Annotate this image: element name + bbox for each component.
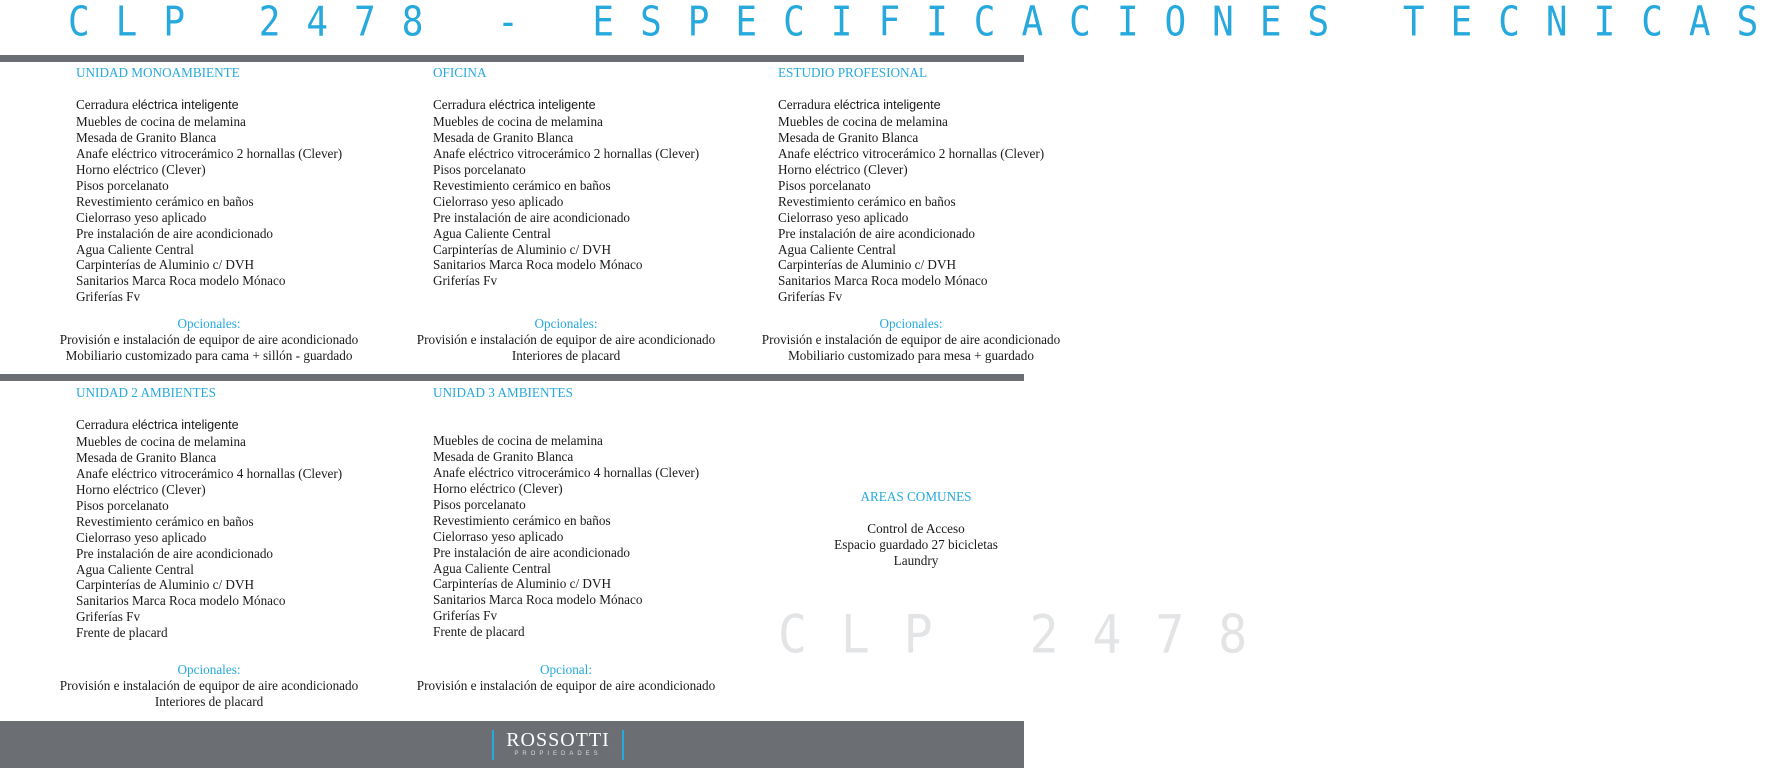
optional-3-ambientes — [415, 662, 717, 694]
item-text: léctrica inteligente — [137, 97, 239, 112]
rossotti-logo — [492, 730, 624, 760]
list-item: Muebles de cocina de melamina — [778, 113, 948, 129]
item-text: Cerradura e — [76, 416, 138, 432]
optional-oficina — [415, 316, 717, 364]
list-item: Griferías Fv — [433, 608, 498, 624]
list-item: Carpinterías de Aluminio c/ DVH — [433, 576, 611, 592]
list-item: Griferías Fv — [76, 289, 141, 305]
list-item: Horno eléctrico (Clever) — [778, 161, 908, 177]
list-item — [76, 97, 342, 114]
list-item: Griferías Fv — [76, 609, 141, 625]
list-item: Laundry — [893, 552, 939, 568]
list-item-blank — [433, 417, 699, 433]
list-item: Anafe eléctrico vitrocerámico 4 hornallas (Clever) — [76, 465, 343, 481]
optional-title: Opcional: — [539, 662, 592, 677]
list-item: Cielorraso yeso aplicado — [76, 209, 207, 225]
item-text: léctrica inteligente — [137, 417, 239, 432]
optional-item: Mobiliario customizado para mesa + guardado — [788, 347, 1034, 363]
optional-estudio-clip — [760, 316, 1061, 363]
list-item: Cielorraso yeso aplicado — [76, 529, 207, 545]
list-item: Anafe eléctrico vitrocerámico 2 hornallas (Clever) — [76, 145, 343, 161]
unit-heading: UNIDAD 2 AMBIENTES — [76, 385, 216, 400]
optional-title: Opcionales: — [177, 316, 241, 331]
list-item: Pisos porcelanato — [778, 177, 871, 193]
footer-bar — [0, 721, 1024, 768]
list-item: Mesada de Granito Blanca — [433, 448, 574, 464]
list-item — [433, 97, 699, 114]
spec-list — [76, 97, 342, 305]
item-text: Cerradura e — [433, 96, 495, 112]
optional-title: Opcionales: — [879, 316, 943, 331]
list-item: Carpinterías de Aluminio c/ DVH — [778, 257, 956, 273]
list-item: Pre instalación de aire acondicionado — [76, 225, 274, 241]
list-item: Revestimiento cerámico en baños — [76, 513, 254, 529]
areas-heading: AREAS COMUNES — [860, 489, 972, 504]
list-item: Mesada de Granito Blanca — [76, 129, 217, 145]
list-item: Revestimiento cerámico en baños — [433, 512, 611, 528]
item-text: Cerradura e — [778, 96, 840, 112]
optional-monoambiente — [58, 316, 360, 364]
list-item: Frente de placard — [76, 625, 168, 641]
list-item: Pisos porcelanato — [76, 497, 169, 513]
list-item: Frente de placard — [433, 624, 525, 640]
list-item: Espacio guardado 27 bicicletas — [834, 536, 998, 552]
unit-2-ambientes — [76, 385, 342, 641]
optional-title: Opcionales: — [534, 316, 598, 331]
page-title: CLP 2478 - ESPECIFICACIONES TECNICAS — [68, 0, 1784, 47]
item-text: léctrica inteligente — [494, 97, 596, 112]
list-item: Anafe eléctrico vitrocerámico 4 hornallas (Clever) — [433, 464, 700, 480]
list-item: Muebles de cocina de melamina — [433, 432, 603, 448]
spec-list — [778, 96, 1045, 305]
item-text: léctrica inteligente — [839, 97, 941, 112]
optional-item: Provisión e instalación de equipor de aire acondicionado — [416, 331, 716, 347]
list-item: Pre instalación de aire acondicionado — [76, 545, 274, 561]
list-item: Agua Caliente Central — [433, 225, 551, 241]
spec-list — [433, 97, 699, 289]
list-item: Muebles de cocina de melamina — [76, 113, 246, 129]
list-item: Mesada de Granito Blanca — [433, 129, 574, 145]
list-item: Sanitarios Marca Roca modelo Mónaco — [76, 593, 286, 609]
list-item: Sanitarios Marca Roca modelo Mónaco — [76, 273, 286, 289]
optional-item: Provisión e instalación de equipor de aire acondicionado — [59, 331, 359, 347]
list-item — [76, 417, 342, 434]
unit-heading: ESTUDIO PROFESIONAL — [778, 65, 928, 80]
areas-comunes — [808, 489, 1024, 569]
list-item: Anafe eléctrico vitrocerámico 2 hornallas (Clever) — [778, 145, 1045, 161]
optional-item: Interiores de placard — [511, 347, 621, 363]
logo-tagline: PROPIEDADES — [514, 751, 602, 757]
list-item: Carpinterías de Aluminio c/ DVH — [76, 577, 254, 593]
list-item: Carpinterías de Aluminio c/ DVH — [76, 257, 254, 273]
list-item: Pre instalación de aire acondicionado — [778, 225, 976, 241]
list-item: Agua Caliente Central — [778, 241, 896, 257]
optional-estudio — [760, 316, 1062, 364]
spec-list — [76, 417, 342, 641]
list-item — [778, 97, 1024, 114]
list-item: Cielorraso yeso aplicado — [433, 528, 564, 544]
list-item: Mesada de Granito Blanca — [76, 449, 217, 465]
item-text: Cerradura e — [76, 96, 138, 112]
watermark: CLP 2478 — [778, 604, 1282, 666]
unit-heading: OFICINA — [433, 65, 487, 80]
list-item: Cielorraso yeso aplicado — [433, 193, 564, 209]
list-item: Griferías Fv — [778, 289, 843, 305]
middle-divider — [0, 374, 1024, 381]
list-item: Carpinterías de Aluminio c/ DVH — [433, 241, 611, 257]
list-item: Horno eléctrico (Clever) — [76, 161, 206, 177]
unit-oficina — [433, 65, 699, 289]
list-item: Cielorraso yeso aplicado — [778, 209, 909, 225]
list-item: Sanitarios Marca Roca modelo Mónaco — [433, 592, 643, 608]
list-item: Pisos porcelanato — [433, 161, 526, 177]
optional-title: Opcionales: — [177, 662, 241, 677]
optional-item: Mobiliario customizado para cama + sillón - guardado — [65, 347, 353, 363]
optional-item: Interiores de placard — [154, 693, 264, 709]
list-item: Pre instalación de aire acondicionado — [433, 544, 631, 560]
unit-estudio-profesional — [778, 65, 1045, 305]
optional-item: Provisión e instalación de equipor de aire acondicionado — [761, 331, 1061, 347]
list-item: Horno eléctrico (Clever) — [76, 481, 206, 497]
unit-3-ambientes — [433, 385, 699, 640]
list-item: Griferías Fv — [433, 273, 498, 289]
list-item: Muebles de cocina de melamina — [433, 113, 603, 129]
list-item: Agua Caliente Central — [76, 241, 194, 257]
list-item: Sanitarios Marca Roca modelo Mónaco — [778, 273, 988, 289]
list-item: Horno eléctrico (Clever) — [433, 480, 563, 496]
unit-heading: UNIDAD MONOAMBIENTE — [76, 65, 240, 80]
list-item: Pisos porcelanato — [76, 177, 169, 193]
list-item: Agua Caliente Central — [433, 560, 551, 576]
list-item: Anafe eléctrico vitrocerámico 2 hornallas (Clever) — [433, 145, 700, 161]
list-item: Revestimiento cerámico en baños — [433, 177, 611, 193]
unit-heading: UNIDAD 3 AMBIENTES — [433, 385, 573, 400]
list-item: Muebles de cocina de melamina — [76, 433, 246, 449]
optional-2-ambientes — [58, 662, 360, 710]
list-item: Mesada de Granito Blanca — [778, 129, 919, 145]
top-divider — [0, 55, 1024, 62]
list-item: Pisos porcelanato — [433, 496, 526, 512]
unit-monoambiente — [76, 65, 342, 305]
list-item: Revestimiento cerámico en baños — [778, 193, 956, 209]
optional-item: Provisión e instalación de equipor de aire acondicionado — [59, 677, 359, 693]
optional-item: Provisión e instalación de equipor de aire acondicionado — [416, 677, 716, 693]
list-item: Agua Caliente Central — [76, 561, 194, 577]
list-item: Revestimiento cerámico en baños — [76, 193, 254, 209]
spec-list — [433, 417, 699, 640]
list-item: Pre instalación de aire acondicionado — [433, 209, 631, 225]
list-item: Control de Acceso — [867, 520, 965, 536]
logo-name: ROSSOTTI — [506, 729, 610, 751]
list-item: Sanitarios Marca Roca modelo Mónaco — [433, 257, 643, 273]
